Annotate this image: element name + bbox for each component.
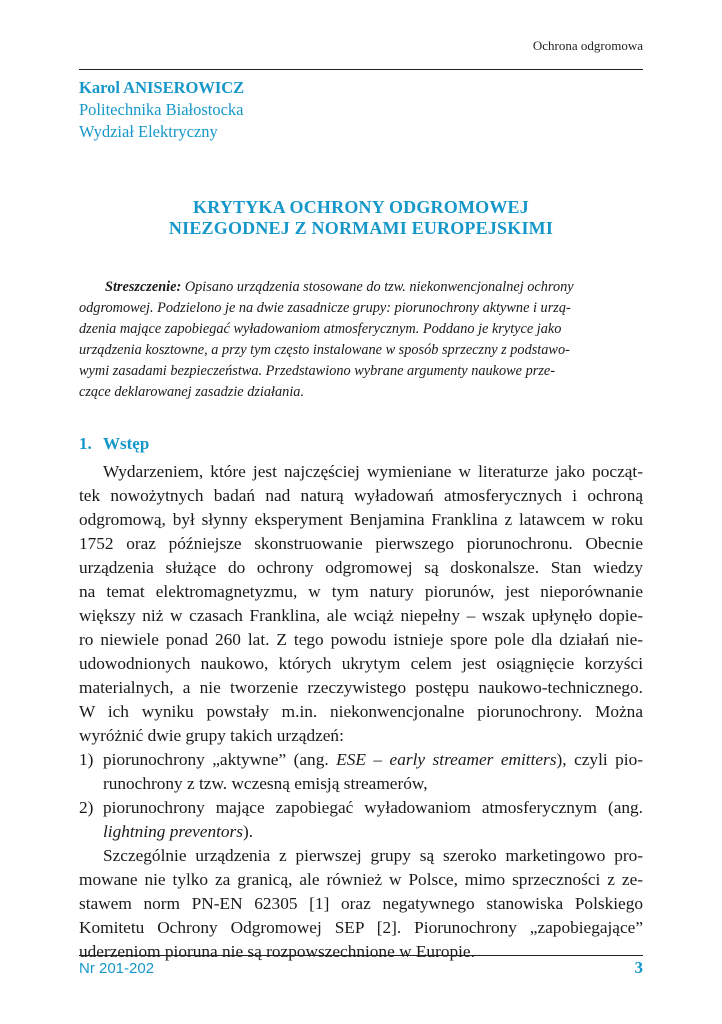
header-divider <box>79 69 643 70</box>
list-marker: 2) <box>79 798 94 817</box>
abstract-text: dzenia mające zapobiegać wyładowaniom atmosferycznym. Poddano je krytyce jako <box>79 321 562 337</box>
section-title: Wstęp <box>103 434 150 453</box>
body-line: 1752 oraz późniejsze skonstruowanie pierwszego piorunochronu. Obecnie <box>79 534 643 553</box>
article-title-line: KRYTYKA OCHRONY ODGROMOWEJ <box>193 197 529 217</box>
body-line: udowodnionych naukowo, których ukrytym celem jest osiągnięcie korzyści <box>79 654 643 673</box>
abstract-text: Opisano urządzenia stosowane do tzw. niekonwencjonalnej ochrony <box>181 279 574 295</box>
article-title-line: NIEZGODNEJ Z NORMAMI EUROPEJSKIMI <box>168 218 554 238</box>
list-text: ). <box>243 822 254 841</box>
abstract-text: urządzenia kosztowne, a przy tym często instalowane w sposób sprzeczny z podstawo- <box>79 342 570 358</box>
body-line: tek nowożytnych badań nad naturą wyładowań atmosferycznych i ochroną <box>79 486 643 505</box>
body-line: urządzenia służące do ochrony odgromowej są doskonalsze. Stan wiedzy <box>79 558 643 577</box>
list-emphasis: lightning preventors <box>103 822 243 841</box>
abstract-text: odgromowej. Podzielono je na dwie zasadnicze grupy: piorunochrony aktywne i urzą- <box>79 300 571 316</box>
body-line: ro niewiele ponad 260 lat. Z tego powodu istnieje spore pole dla działań nie- <box>79 630 643 649</box>
body-line: W ich wyniku powstały m.in. niekonwencjonalne piorunochrony. Można <box>79 702 643 721</box>
abstract-text: wymi zasadami bezpieczeństwa. Przedstawiono wybrane argumenty naukowe prze- <box>79 363 555 379</box>
body-line: wyróżnić dwie grupy takich urządzeń: <box>79 726 344 745</box>
body-line <box>103 820 643 844</box>
body-text <box>79 460 643 964</box>
abstract <box>79 277 643 403</box>
body-line: mowane nie tylko za granicą, ale również w Polsce, mimo sprzeczności z ze- <box>79 870 643 889</box>
list-item <box>79 748 643 796</box>
section-heading <box>79 434 149 454</box>
abstract-text: czące deklarowanej zasadzie działania. <box>79 384 305 400</box>
author-department: Wydział Elektryczny <box>79 122 218 141</box>
list-item <box>79 796 643 844</box>
body-line: większy niż w czasach Franklina, ale wciąż niepełny – wszak upłynęło dopie- <box>79 606 643 625</box>
body-line <box>103 748 643 772</box>
list-item-text <box>103 796 643 844</box>
page-number: 3 <box>634 958 643 977</box>
abstract-paragraph <box>79 277 643 403</box>
body-line: odgromową, był słynny eksperyment Benjamina Franklina z latawcem w roku <box>79 510 643 529</box>
running-title: Ochrona odgromowa <box>532 38 643 53</box>
body-line: na temat elektromagnetyzmu, w tym natury piorunów, jest nieporównanie <box>79 582 643 601</box>
abstract-label: Streszczenie: <box>105 279 182 295</box>
body-line: uderzeniom pioruna nie są rozpowszechnione w Europie. <box>79 942 475 961</box>
list-marker: 1) <box>79 750 94 769</box>
author-name: Karol ANISEROWICZ <box>79 78 245 97</box>
list-emphasis: ESE – early streamer emitters <box>336 750 557 769</box>
section-number: 1. <box>79 434 92 453</box>
body-line: materialnych, a nie tworzenie rzeczywistego postępu naukowo-technicznego. <box>79 678 643 697</box>
author-block <box>79 77 244 143</box>
body-line: runochrony z tzw. wczesną emisją streamerów, <box>103 774 428 793</box>
list-text: ), czyli pio- <box>556 750 644 769</box>
body-line: piorunochrony mające zapobiegać wyładowaniom atmosferycznym (ang. <box>103 798 643 817</box>
body-line: Szczególnie urządzenia z pierwszej grupy są szeroko marketingowo pro- <box>103 846 643 865</box>
footer-divider <box>79 955 643 956</box>
article-title <box>79 197 643 239</box>
body-line: Komitetu Ochrony Odgromowej SEP [2]. Piorunochrony „zapobiegające” <box>79 918 643 937</box>
author-institution: Politechnika Białostocka <box>79 100 244 119</box>
body-line: stawem norm PN-EN 62305 [1] oraz negatywnego stanowiska Polskiego <box>79 894 643 913</box>
list-text: piorunochrony „aktywne” (ang. <box>103 750 337 769</box>
body-line: Wydarzeniem, które jest najczęściej wymieniane w literaturze jako począt- <box>103 462 643 481</box>
issue-number: Nr 201-202 <box>79 960 155 977</box>
list-item-text <box>103 748 643 796</box>
